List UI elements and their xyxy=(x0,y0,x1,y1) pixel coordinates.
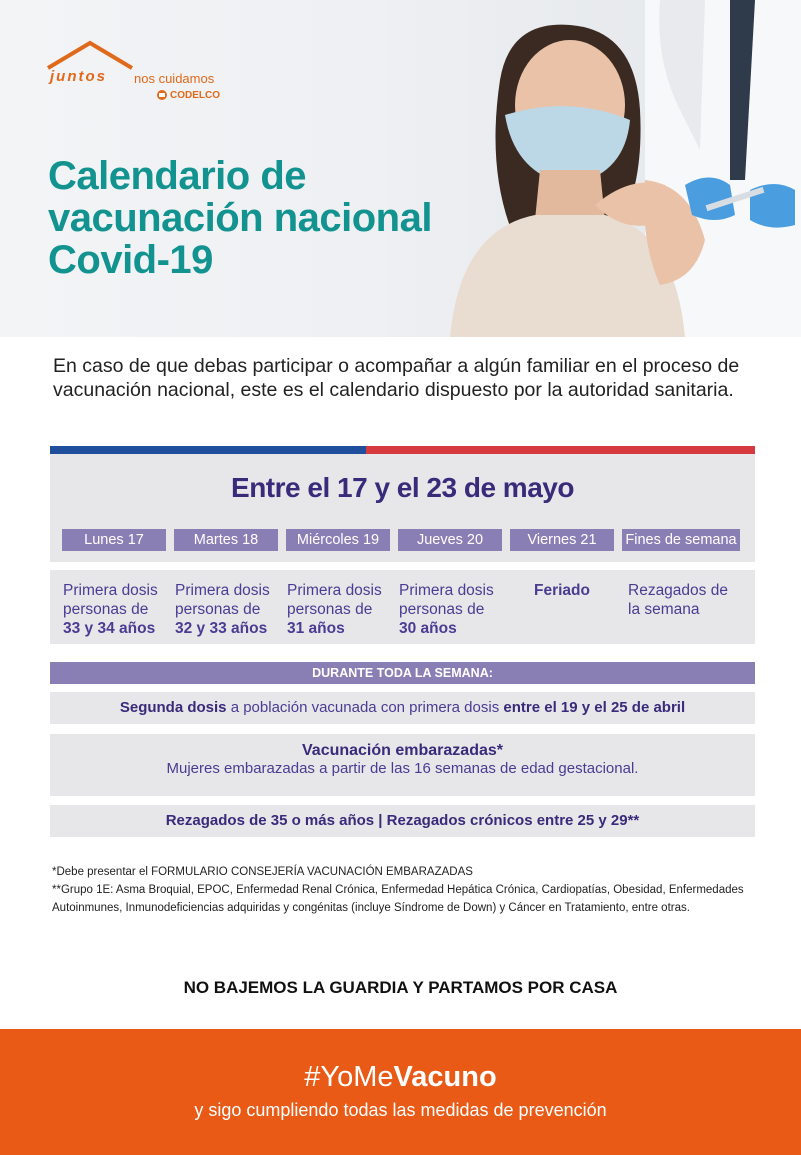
day-detail: Primera dosis personas de 31 años xyxy=(287,582,382,637)
day-label: Viernes 21 xyxy=(510,529,614,551)
pregnant-box: Vacunación embarazadas* Mujeres embarazadas a partir de las 16 semanas de edad gestacional. xyxy=(50,734,755,796)
intro-text: En caso de que debas participar o acompañar a algún familiar en el proceso de vacunación nacional, este es el calendario dispuesto por la autoridad sanitaria. xyxy=(53,355,740,401)
footnote: *Debe presentar el FORMULARIO CONSEJERÍA VACUNACIÓN EMBARAZADAS xyxy=(52,866,473,878)
schedule-details-panel xyxy=(50,570,755,644)
day-detail: Feriado xyxy=(534,582,590,599)
footnotes xyxy=(52,863,752,917)
day-detail: Primera dosis personas de 30 años xyxy=(399,582,494,637)
house-roof-icon xyxy=(46,40,136,70)
day-detail: Primera dosis personas de 32 y 33 años xyxy=(175,582,270,637)
day-detail: Primera dosis personas de 33 y 34 años xyxy=(63,582,158,637)
logo-juntos: juntos xyxy=(50,68,107,85)
hero-banner xyxy=(0,0,801,337)
hashtag: #YoMeVacuno xyxy=(304,1061,497,1093)
date-range-heading: Entre el 17 y el 23 de mayo xyxy=(231,472,574,503)
logo-nos-cuidamos: nos cuidamos xyxy=(134,71,215,86)
day-label: Martes 18 xyxy=(174,529,278,551)
slogan: NO BAJEMOS LA GUARDIA Y PARTAMOS POR CASA xyxy=(183,978,618,997)
during-week-heading: DURANTE TODA LA SEMANA: xyxy=(50,662,755,684)
footer-subtitle: y sigo cumpliendo todas las medidas de prevención xyxy=(194,1100,607,1120)
footer-banner xyxy=(0,1029,801,1155)
day-detail: Rezagados de la semana xyxy=(628,582,728,618)
flag-stripe xyxy=(50,446,755,454)
day-label: Fines de semana xyxy=(622,529,740,551)
day-label: Miércoles 19 xyxy=(286,529,390,551)
page-title: Calendario de vacunación nacional Covid-19 xyxy=(48,154,432,282)
juntos-nos-cuidamos-logo xyxy=(46,40,246,110)
day-label: Jueves 20 xyxy=(398,529,502,551)
second-dose-box: Segunda dosis a población vacunada con primera dosis entre el 19 y el 25 de abril xyxy=(50,692,755,724)
laggards-box: Rezagados de 35 o más años | Rezagados crónicos entre 25 y 29** xyxy=(50,805,755,837)
schedule-header-panel xyxy=(50,454,755,562)
day-label: Lunes 17 xyxy=(62,529,166,551)
vaccination-photo xyxy=(430,0,801,337)
footnote: **Grupo 1E: Asma Broquial, EPOC, Enfermedad Renal Crónica, Enfermedad Hepática Crónica, Cardiopatías, Obesidad, Enfermedades Autoinmunes, Inmunodeficiencias adquiridas y congénitas (incluye Síndrome de Down) y Cáncer en Tratamiento, entre otras. xyxy=(52,884,744,914)
day-labels xyxy=(62,529,740,551)
logo-codelco: CODELCO xyxy=(170,90,220,101)
codelco-icon xyxy=(156,89,168,101)
